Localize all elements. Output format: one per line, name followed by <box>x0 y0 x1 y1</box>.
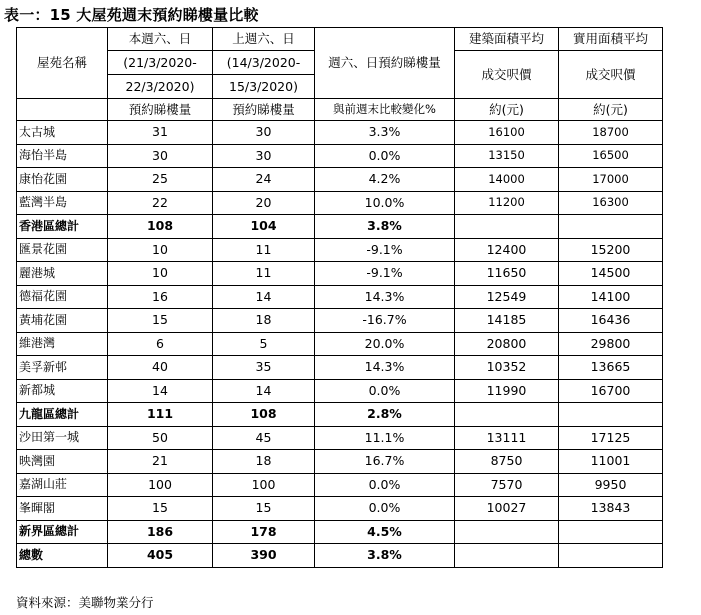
last-week-cell: 24 <box>213 168 315 192</box>
saleable-price-cell: 14100 <box>559 285 663 309</box>
estate-name-cell: 嘉湖山莊 <box>17 473 108 497</box>
header-change-main: 週六、日預約睇樓量 <box>315 28 455 99</box>
last-week-cell: 30 <box>213 144 315 168</box>
table-row <box>17 238 663 262</box>
last-week-cell: 104 <box>213 215 315 239</box>
last-week-cell: 14 <box>213 379 315 403</box>
estate-name-cell: 映灣園 <box>17 450 108 474</box>
change-cell: 2.8% <box>315 403 455 427</box>
this-week-cell: 15 <box>108 309 213 333</box>
estate-name-cell: 麗港城 <box>17 262 108 286</box>
gross-price-cell: 10027 <box>455 497 559 521</box>
header-change-sub: 與前週末比較變化% <box>315 99 455 121</box>
saleable-price-cell: 16500 <box>559 144 663 168</box>
table-row <box>17 121 663 145</box>
gross-price-cell: 7570 <box>455 473 559 497</box>
gross-price-cell: 14185 <box>455 309 559 333</box>
gross-price-cell: 10352 <box>455 356 559 380</box>
saleable-price-cell <box>559 403 663 427</box>
saleable-price-cell: 17000 <box>559 168 663 192</box>
change-cell: 3.8% <box>315 544 455 568</box>
change-cell: 3.8% <box>315 215 455 239</box>
header-last-week-4: 預約睇樓量 <box>213 99 315 121</box>
last-week-cell: 390 <box>213 544 315 568</box>
saleable-price-cell: 13843 <box>559 497 663 521</box>
table-row <box>17 168 663 192</box>
table-row <box>17 262 663 286</box>
change-cell: 0.0% <box>315 379 455 403</box>
saleable-price-cell: 16700 <box>559 379 663 403</box>
saleable-price-cell: 17125 <box>559 426 663 450</box>
saleable-price-cell: 29800 <box>559 332 663 356</box>
estate-name-cell: 新都城 <box>17 379 108 403</box>
last-week-cell: 20 <box>213 191 315 215</box>
saleable-price-cell: 18700 <box>559 121 663 145</box>
change-cell: 0.0% <box>315 473 455 497</box>
this-week-cell: 186 <box>108 520 213 544</box>
last-week-cell: 18 <box>213 309 315 333</box>
last-week-cell: 108 <box>213 403 315 427</box>
last-week-cell: 11 <box>213 238 315 262</box>
header-last-week-3: 15/3/2020) <box>213 75 315 99</box>
last-week-cell: 5 <box>213 332 315 356</box>
table-row <box>17 309 663 333</box>
saleable-price-cell: 16436 <box>559 309 663 333</box>
change-cell: -16.7% <box>315 309 455 333</box>
change-cell: -9.1% <box>315 238 455 262</box>
gross-price-cell <box>455 520 559 544</box>
this-week-cell: 111 <box>108 403 213 427</box>
gross-price-cell: 14000 <box>455 168 559 192</box>
saleable-price-cell <box>559 520 663 544</box>
change-cell: 4.2% <box>315 168 455 192</box>
source-note: 資料來源：美聯物業分行 <box>16 595 154 610</box>
saleable-price-cell <box>559 215 663 239</box>
gross-price-cell <box>455 403 559 427</box>
change-cell: 3.3% <box>315 121 455 145</box>
last-week-cell: 15 <box>213 497 315 521</box>
estate-name-cell: 維港灣 <box>17 332 108 356</box>
change-cell: 4.5% <box>315 520 455 544</box>
last-week-cell: 100 <box>213 473 315 497</box>
total-row <box>17 403 663 427</box>
change-cell: 14.3% <box>315 356 455 380</box>
header-estate-blank <box>17 99 108 121</box>
gross-price-cell <box>455 215 559 239</box>
header-saleable-3: 約(元) <box>559 99 663 121</box>
gross-price-cell <box>455 544 559 568</box>
header-this-week-3: 22/3/2020) <box>108 75 213 99</box>
table-row <box>17 356 663 380</box>
table-row <box>17 144 663 168</box>
gross-price-cell: 8750 <box>455 450 559 474</box>
saleable-price-cell: 15200 <box>559 238 663 262</box>
estate-name-cell: 峯暉閣 <box>17 497 108 521</box>
header-saleable-2: 成交呎價 <box>559 51 663 99</box>
header-this-week-2: (21/3/2020- <box>108 51 213 75</box>
header-last-week-1: 上週六、日 <box>213 28 315 51</box>
saleable-price-cell: 9950 <box>559 473 663 497</box>
estate-name-cell: 總數 <box>17 544 108 568</box>
this-week-cell: 10 <box>108 238 213 262</box>
total-row <box>17 215 663 239</box>
total-row <box>17 544 663 568</box>
this-week-cell: 21 <box>108 450 213 474</box>
change-cell: 0.0% <box>315 144 455 168</box>
last-week-cell: 178 <box>213 520 315 544</box>
header-this-week-4: 預約睇樓量 <box>108 99 213 121</box>
change-cell: 14.3% <box>315 285 455 309</box>
saleable-price-cell: 14500 <box>559 262 663 286</box>
this-week-cell: 15 <box>108 497 213 521</box>
viewing-table <box>16 27 663 568</box>
this-week-cell: 22 <box>108 191 213 215</box>
gross-price-cell: 11200 <box>455 191 559 215</box>
header-saleable-1: 實用面積平均 <box>559 28 663 51</box>
this-week-cell: 14 <box>108 379 213 403</box>
gross-price-cell: 11650 <box>455 262 559 286</box>
gross-price-cell: 16100 <box>455 121 559 145</box>
estate-name-cell: 新界區總計 <box>17 520 108 544</box>
estate-name-cell: 海怡半島 <box>17 144 108 168</box>
saleable-price-cell: 13665 <box>559 356 663 380</box>
estate-name-cell: 香港區總計 <box>17 215 108 239</box>
estate-name-cell: 沙田第一城 <box>17 426 108 450</box>
estate-name-cell: 九龍區總計 <box>17 403 108 427</box>
last-week-cell: 11 <box>213 262 315 286</box>
table-row <box>17 450 663 474</box>
this-week-cell: 50 <box>108 426 213 450</box>
table-row <box>17 497 663 521</box>
header-this-week-1: 本週六、日 <box>108 28 213 51</box>
saleable-price-cell <box>559 544 663 568</box>
gross-price-cell: 12549 <box>455 285 559 309</box>
gross-price-cell: 13111 <box>455 426 559 450</box>
last-week-cell: 45 <box>213 426 315 450</box>
estate-name-cell: 太古城 <box>17 121 108 145</box>
this-week-cell: 40 <box>108 356 213 380</box>
this-week-cell: 108 <box>108 215 213 239</box>
estate-name-cell: 黃埔花園 <box>17 309 108 333</box>
header-last-week-2: (14/3/2020- <box>213 51 315 75</box>
this-week-cell: 30 <box>108 144 213 168</box>
this-week-cell: 10 <box>108 262 213 286</box>
this-week-cell: 31 <box>108 121 213 145</box>
page-title: 表一：15 大屋苑週末預約睇樓量比較 <box>4 6 259 24</box>
this-week-cell: 6 <box>108 332 213 356</box>
last-week-cell: 35 <box>213 356 315 380</box>
this-week-cell: 100 <box>108 473 213 497</box>
table-row <box>17 191 663 215</box>
gross-price-cell: 13150 <box>455 144 559 168</box>
change-cell: -9.1% <box>315 262 455 286</box>
saleable-price-cell: 11001 <box>559 450 663 474</box>
estate-name-cell: 康怡花園 <box>17 168 108 192</box>
table-row <box>17 379 663 403</box>
change-cell: 0.0% <box>315 497 455 521</box>
estate-name-cell: 藍灣半島 <box>17 191 108 215</box>
last-week-cell: 30 <box>213 121 315 145</box>
total-row <box>17 520 663 544</box>
header-estate: 屋苑名稱 <box>17 28 108 99</box>
table-row <box>17 426 663 450</box>
change-cell: 16.7% <box>315 450 455 474</box>
table-row <box>17 332 663 356</box>
estate-name-cell: 匯景花園 <box>17 238 108 262</box>
this-week-cell: 25 <box>108 168 213 192</box>
header-gross-2: 成交呎價 <box>455 51 559 99</box>
change-cell: 10.0% <box>315 191 455 215</box>
gross-price-cell: 12400 <box>455 238 559 262</box>
header-gross-3: 約(元) <box>455 99 559 121</box>
last-week-cell: 18 <box>213 450 315 474</box>
header-gross-1: 建築面積平均 <box>455 28 559 51</box>
change-cell: 11.1% <box>315 426 455 450</box>
saleable-price-cell: 16300 <box>559 191 663 215</box>
change-cell: 20.0% <box>315 332 455 356</box>
table-row <box>17 473 663 497</box>
this-week-cell: 405 <box>108 544 213 568</box>
gross-price-cell: 11990 <box>455 379 559 403</box>
gross-price-cell: 20800 <box>455 332 559 356</box>
estate-name-cell: 德福花園 <box>17 285 108 309</box>
last-week-cell: 14 <box>213 285 315 309</box>
this-week-cell: 16 <box>108 285 213 309</box>
estate-name-cell: 美孚新邨 <box>17 356 108 380</box>
table-row <box>17 285 663 309</box>
